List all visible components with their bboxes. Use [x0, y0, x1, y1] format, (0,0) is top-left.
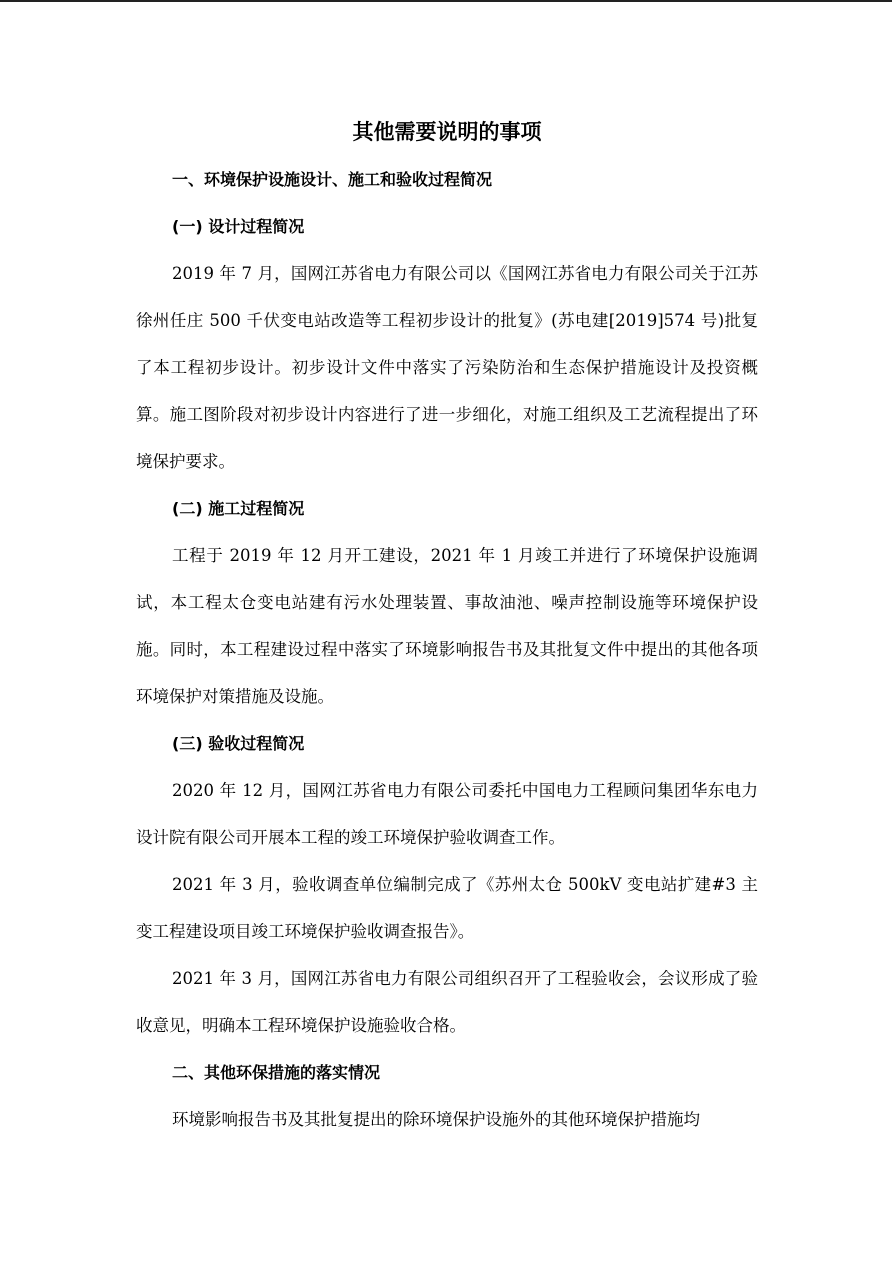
section-2-paragraph: 环境影响报告书及其批复提出的除环境保护设施外的其他环境保护措施均 [172, 1110, 700, 1129]
acceptance-paragraph-3: 2021 年 3 月，国网江苏省电力有限公司组织召开了工程验收会，会议形成了验收意见，明确本工程环境保护设施验收合格。 [136, 969, 758, 1035]
acceptance-paragraph-1: 2020 年 12 月，国网江苏省电力有限公司委托中国电力工程顾问集团华东电力设计院有限公司开展本工程的竣工环境保护验收调查工作。 [136, 781, 758, 847]
construction-paragraph: 工程于 2019 年 12 月开工建设，2021 年 1 月竣工并进行了环境保护设施调试，本工程太仓变电站建有污水处理装置、事故油池、噪声控制设施等环境保护设施。同时，本工程建设过程中落实了环境影响报告书及其批复文件中提出的其他各项环境保护对策措施及设施。 [136, 546, 758, 706]
top-border-line [0, 0, 892, 2]
subsection-acceptance-heading: (三) 验收过程简况 [172, 734, 305, 753]
acceptance-paragraph-2: 2021 年 3 月，验收调查单位编制完成了《苏州太仓 500kV 变电站扩建#3 主变工程建设项目竣工环境保护验收调查报告》。 [136, 875, 758, 941]
subsection-design-heading: (一) 设计过程简况 [172, 217, 305, 236]
document-body [136, 108, 758, 1143]
document-title: 其他需要说明的事项 [352, 120, 542, 144]
subsection-construction-heading: (二) 施工过程简况 [172, 499, 305, 518]
design-paragraph: 2019 年 7 月，国网江苏省电力有限公司以《国网江苏省电力有限公司关于江苏徐州任庄 500 千伏变电站改造等工程初步设计的批复》(苏电建[2019]574 号)批复了本工程初步设计。初步设计文件中落实了污染防治和生态保护措施设计及投资概算。施工图阶段对初步设计内容进行了进一步细化，对施工组织及工艺流程提出了环境保护要求。 [136, 264, 758, 471]
section-1-heading: 一、环境保护设施设计、施工和验收过程简况 [172, 170, 493, 189]
section-2-heading: 二、其他环保措施的落实情况 [172, 1063, 381, 1082]
